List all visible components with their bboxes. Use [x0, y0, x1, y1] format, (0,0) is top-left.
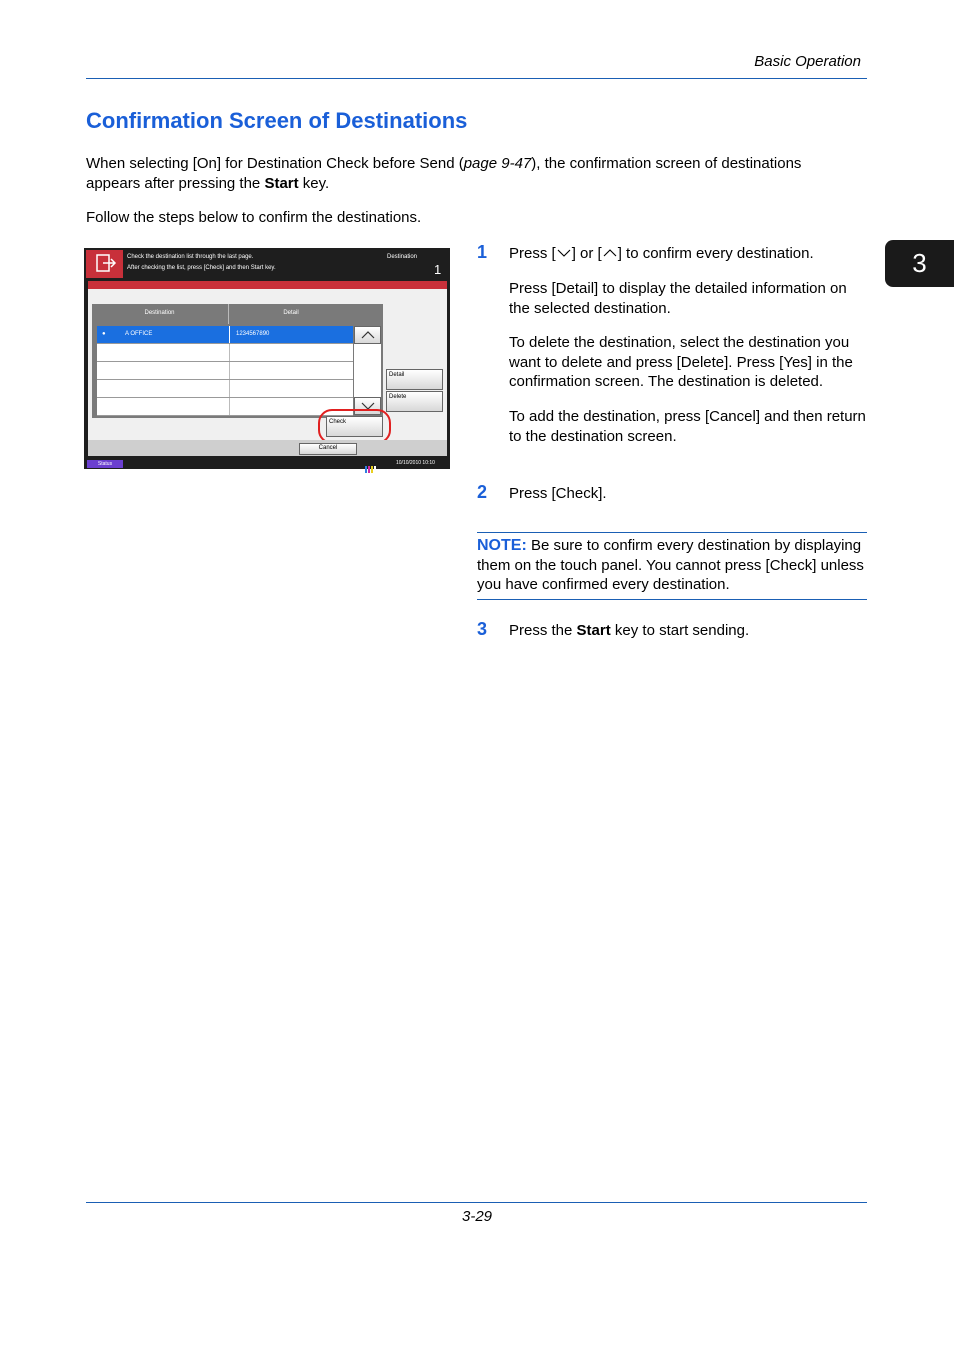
step2-text: Press [Check]. — [509, 485, 607, 502]
step1-add: To add the destination, press [Cancel] and then return to the destination screen. — [509, 408, 866, 445]
row-divider — [229, 344, 230, 361]
device-screen — [84, 248, 450, 469]
row-destination-name: A OFFICE — [125, 331, 153, 337]
screen-bottom-bar — [88, 440, 447, 456]
step-number: 1 — [477, 242, 488, 262]
check-button[interactable]: Check — [326, 416, 383, 437]
detail-button[interactable]: Detail — [386, 369, 443, 390]
note-rule-top — [477, 532, 867, 533]
page-reference: page 9-47 — [463, 155, 532, 172]
chevron-down-icon — [556, 247, 572, 259]
note-rule-bottom — [477, 599, 867, 600]
step1-detail: Press [Detail] to display the detailed information on the selected destination. — [509, 280, 847, 317]
row-divider — [229, 362, 230, 379]
intro-text: ), the confirmation screen of destinations — [531, 155, 802, 172]
row-divider — [229, 380, 230, 397]
chevron-up-icon — [602, 247, 618, 259]
chapter-tab: 3 — [885, 240, 954, 287]
intro-text: key. — [298, 174, 330, 192]
start-key-label: Start — [264, 174, 299, 192]
send-icon — [86, 250, 123, 278]
step1-delete: To delete the destination, select the destination you want to delete and press [Delete]. Press [Yes] in the confirmation screen. The destination is deleted. — [509, 334, 853, 390]
screen-message-2: After checking the list, press [Check] and then Start key. — [127, 265, 276, 271]
step-text: ] or [ — [571, 245, 602, 262]
step-text: key to start sending. — [610, 622, 750, 639]
footer-rule — [86, 1202, 867, 1203]
start-key-label: Start — [576, 622, 611, 639]
page-number: 3-29 — [461, 1208, 493, 1225]
running-header: Basic Operation — [754, 53, 861, 70]
row-divider — [229, 326, 230, 343]
screen-datetime: 10/10/2010 10:10 — [396, 460, 435, 466]
table-row[interactable] — [97, 398, 353, 416]
table-row[interactable] — [97, 344, 353, 362]
table-row[interactable] — [97, 362, 353, 380]
header-rule — [86, 78, 867, 79]
highlight-circle — [318, 409, 391, 444]
cancel-button[interactable]: Cancel — [299, 443, 357, 455]
note-label: NOTE: — [477, 537, 527, 554]
step-number: 2 — [477, 482, 488, 502]
step-text: Press the — [509, 622, 577, 639]
destination-table — [92, 304, 383, 418]
delete-button[interactable]: Delete — [386, 391, 443, 412]
step1-line1 — [509, 244, 869, 264]
destination-count: 1 — [434, 262, 442, 277]
chevron-up-icon — [357, 329, 379, 341]
fax-icon: ● — [102, 331, 106, 337]
page-title: Confirmation Screen of Destinations — [86, 108, 468, 133]
screen-message-1: Check the destination list through the last page. — [127, 254, 254, 260]
row-divider — [229, 398, 230, 415]
step-text: Press [ — [509, 245, 556, 262]
step-text: ] to confirm every destination. — [617, 245, 814, 262]
destination-label: Destination — [387, 254, 418, 260]
status-button[interactable]: Status — [87, 460, 123, 468]
row-detail-value: 1234567890 — [236, 331, 270, 337]
scroll-up-button[interactable] — [354, 326, 381, 344]
screen-top-bar — [84, 248, 450, 280]
note-block — [477, 536, 869, 595]
intro-paragraph — [86, 154, 876, 193]
table-row[interactable] — [97, 326, 353, 344]
step-number: 3 — [477, 619, 488, 639]
intro-text: appears after pressing the — [86, 174, 265, 192]
col-detail-header: Detail — [283, 310, 299, 316]
note-text: Be sure to confirm every destination by displaying them on the touch panel. You cannot press [Check] unless you have confirmed every destination. — [477, 537, 864, 593]
screen-body — [88, 281, 447, 456]
col-destination-header: Destination — [144, 310, 175, 316]
table-row[interactable] — [97, 380, 353, 398]
status-bar — [84, 458, 450, 469]
intro-follow: Follow the steps below to confirm the destinations. — [86, 209, 422, 226]
toner-icon — [365, 460, 377, 468]
intro-text: When selecting [On] for Destination Check before Send ( — [86, 155, 464, 172]
step3-text — [509, 621, 749, 641]
